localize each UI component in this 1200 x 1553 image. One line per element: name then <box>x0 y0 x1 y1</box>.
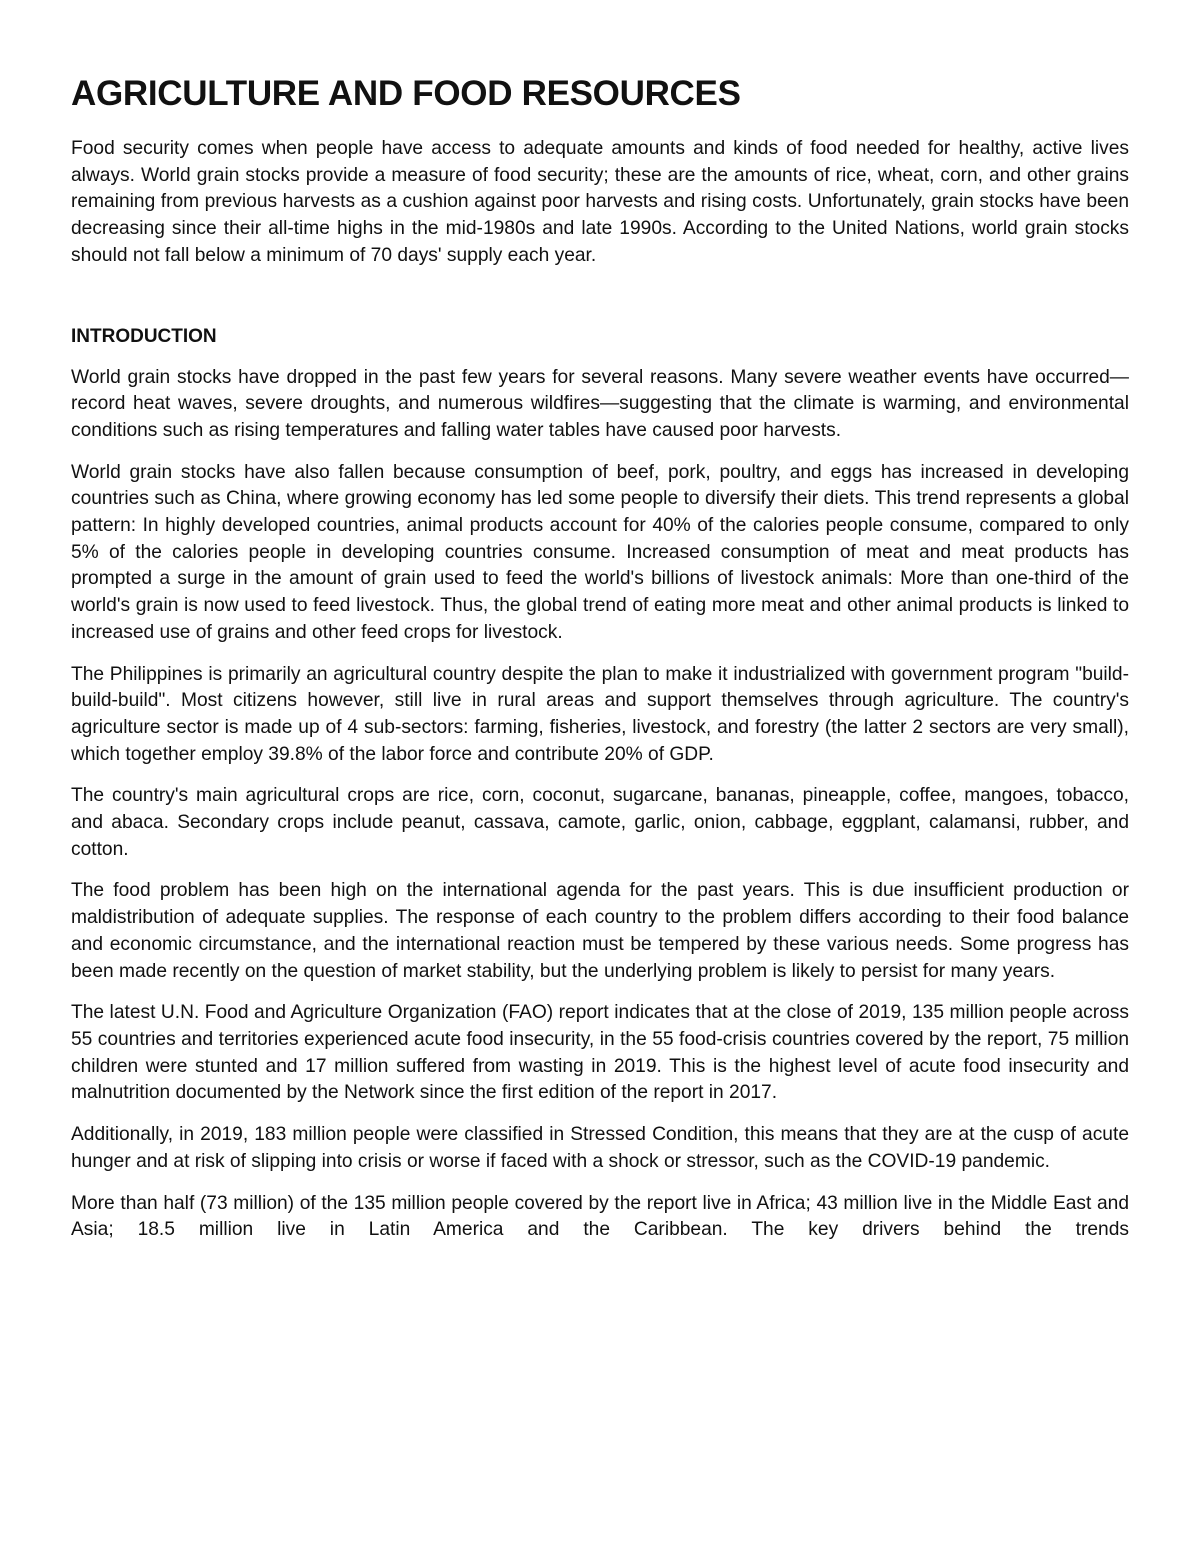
paragraph-philippines-agriculture: The Philippines is primarily an agricultural country despite the plan to make it industrialized with government program "build-build-build". Most citizens however, still live in rural areas and support themselves through agriculture. The country's agriculture sector is made up of 4 sub-sectors: farming, fisheries, livestock, and forestry (the latter 2 sectors are very small), which together employ 39.8% of the labor force and contribute 20% of GDP. <box>71 663 1129 765</box>
paragraph-meat-consumption: World grain stocks have also fallen because consumption of beef, pork, poultry, and eggs has increased in developing countries such as China, where growing economy has led some people to diversify their diets. This trend represents a global pattern: In highly developed countries, animal products account for 40% of the calories people consume, compared to only 5% of the calories people in developing countries consume. Increased consumption of meat and meat products has prompted a surge in the amount of grain used to feed the world's billions of livestock animals: More than one-third of the world's grain is now used to feed livestock. Thus, the global trend of eating more meat and other animal products is linked to increased use of grains and other feed crops for livestock. <box>71 461 1129 643</box>
paragraph-regional-breakdown: More than half (73 million) of the 135 million people covered by the report live in Africa; 43 million live in the Middle East and Asia; 18.5 million live in Latin America and the Caribbean. The key drivers behind the trends <box>71 1192 1129 1241</box>
document-page <box>71 74 1129 1244</box>
paragraph-grain-stocks-dropped: World grain stocks have dropped in the past few years for several reasons. Many severe weather events have occurred—record heat waves, severe droughts, and numerous wildfires—suggesting that the climate is warming, and environmental conditions such as rising temperatures and falling water tables have caused poor harvests. <box>71 366 1129 441</box>
paragraph-food-problem: The food problem has been high on the international agenda for the past years. This is due insufficient production or maldistribution of adequate supplies. The response of each country to the problem differs according to their food balance and economic circumstance, and the international reaction must be tempered by these various needs. Some progress has been made recently on the question of market stability, but the underlying problem is likely to persist for many years. <box>71 880 1129 982</box>
paragraph-fao-report: The latest U.N. Food and Agriculture Organization (FAO) report indicates that at the close of 2019, 135 million people across 55 countries and territories experienced acute food insecurity, in the 55 food-crisis countries covered by the report, 75 million children were stunted and 17 million suffered from wasting in 2019. This is the highest level of acute food insecurity and malnutrition documented by the Network since the first edition of the report in 2017. <box>71 1002 1129 1104</box>
paragraph-stressed-condition: Additionally, in 2019, 183 million people were classified in Stressed Condition, this means that they are at the cusp of acute hunger and at risk of slipping into crisis or worse if faced with a shock or stressor, such as the COVID-19 pandemic. <box>71 1124 1129 1172</box>
paragraph-main-crops: The country's main agricultural crops are rice, corn, coconut, sugarcane, bananas, pineapple, coffee, mangoes, tobacco, and abaca. Secondary crops include peanut, cassava, camote, garlic, onion, cabbage, eggplant, calamansi, rubber, and cotton. <box>71 785 1129 860</box>
section-heading-introduction: INTRODUCTION <box>71 325 217 347</box>
document-title: AGRICULTURE AND FOOD RESOURCES <box>71 74 741 113</box>
intro-paragraph: Food security comes when people have access to adequate amounts and kinds of food needed for healthy, active lives always. World grain stocks provide a measure of food security; these are the amounts of rice, wheat, corn, and other grains remaining from previous harvests as a cushion against poor harvests and rising costs. Unfortunately, grain stocks have been decreasing since their all-time highs in the mid-1980s and late 1990s. According to the United Nations, world grain stocks should not fall below a minimum of 70 days' supply each year. <box>71 138 1129 266</box>
